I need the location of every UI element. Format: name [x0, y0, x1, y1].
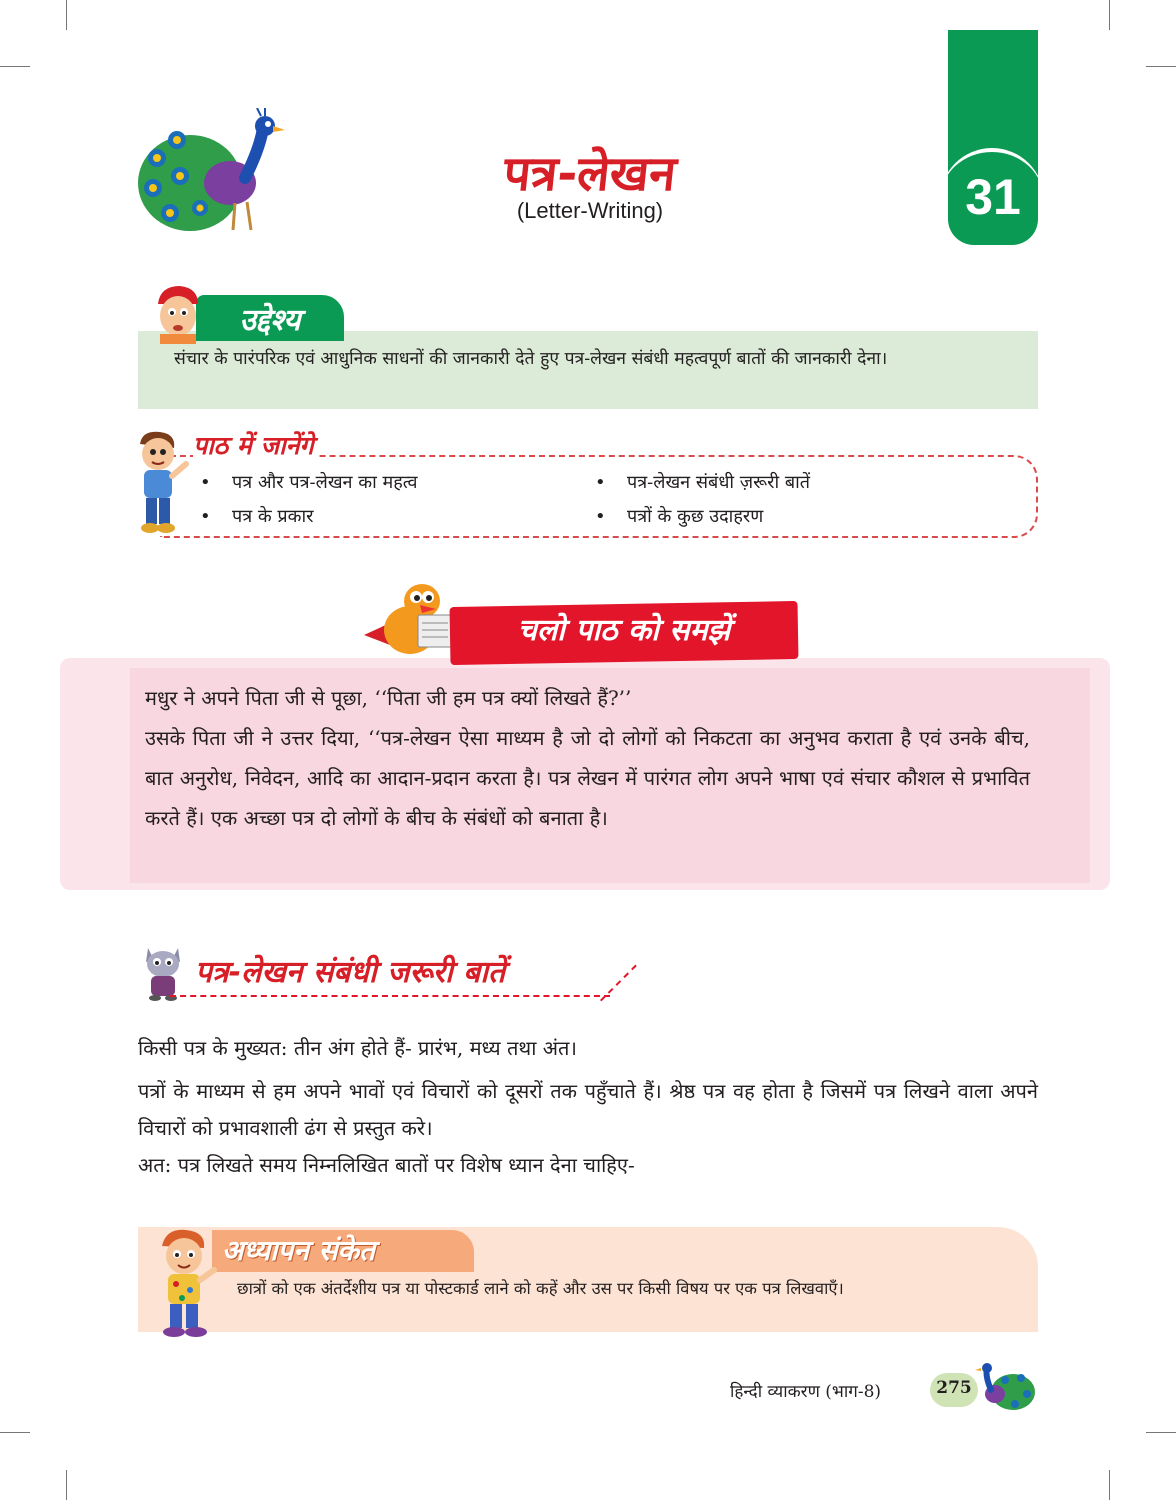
crop-mark	[66, 1470, 67, 1500]
story-text	[145, 678, 1030, 838]
section-title-underline	[170, 995, 610, 997]
topic-item-label: पत्र-लेखन संबंधी ज़रूरी बातें	[627, 472, 811, 493]
topic-item: • पत्र और पत्र-लेखन का महत्व	[200, 472, 418, 493]
story-paragraph: उसके पिता जी ने उत्तर दिया, ‘‘पत्र-लेखन ऐसा माध्यम है जो दो लोगों को निकटता का अनुभव कराता है एवं उनके बीच, बात अनुरोध, निवेदन, आदि का आदान-प्रदान करता है। पत्र लेखन में पारंगत लोग अपने भाषा एवं संचार कौशल से प्रभावित करते हैं। एक अच्छा पत्र दो लोगों के बीच के संबंधों को बनाता है।	[145, 726, 1030, 830]
footer-book-title: हिन्दी व्याकरण (भाग-8)	[730, 1382, 882, 1402]
story-paragraph: मधुर ने अपने पिता जी से पूछा, ‘‘पिता जी हम पत्र क्यों लिखते हैं?’’	[145, 686, 632, 710]
section-title-flourish	[600, 965, 637, 1002]
teaching-hint-label: अध्यापन संकेत	[222, 1234, 375, 1267]
peacock-icon	[135, 108, 295, 238]
crop-mark	[1109, 1470, 1110, 1500]
crop-mark	[0, 66, 30, 67]
crop-mark	[1109, 0, 1110, 30]
section-banner-title: चलो पाठ को समझें	[517, 613, 731, 648]
objective-text: संचार के पारंपरिक एवं आधुनिक साधनों की जानकारी देते हुए पत्र-लेखन संबंधी महत्वपूर्ण बातों की जानकारी देना।	[174, 349, 888, 369]
pointing-boy-icon	[128, 428, 190, 536]
boy-with-cap-icon	[150, 282, 206, 344]
body-paragraph: अत: पत्र लिखते समय निम्नलिखित बातों पर विशेष ध्यान देना चाहिए-	[138, 1153, 635, 1177]
topic-item: • पत्र-लेखन संबंधी ज़रूरी बातें	[595, 472, 811, 493]
topic-item-label: पत्र के प्रकार	[232, 506, 314, 527]
teaching-hint-text: छात्रों को एक अंतर्देशीय पत्र या पोस्टकार्ड लाने को कहें और उस पर किसी विषय पर एक पत्र लिखवाएँ।	[237, 1279, 844, 1298]
boy-waving-icon	[150, 1228, 222, 1340]
topic-item: • पत्रों के कुछ उदाहरण	[595, 506, 764, 527]
essentials-text	[138, 1030, 1038, 1184]
topic-item-label: पत्र और पत्र-लेखन का महत्व	[232, 472, 418, 493]
objective-label: उद्देश्य	[239, 303, 301, 338]
crop-mark	[0, 1432, 30, 1433]
crop-mark	[66, 0, 67, 30]
small-peacock-icon	[975, 1362, 1037, 1414]
crop-mark	[1146, 66, 1176, 67]
topic-item: • पत्र के प्रकार	[200, 506, 314, 527]
cat-icon	[138, 940, 190, 1002]
chapter-number: 31	[965, 169, 1021, 225]
section-title: पत्र-लेखन संबंधी जरूरी बातें	[195, 955, 506, 990]
crop-mark	[1146, 1432, 1176, 1433]
body-paragraph: पत्रों के माध्यम से हम अपने भावों एवं विचारों को दूसरों तक पहुँचाते हैं। श्रेष्ठ पत्र वह होता है जिसमें पत्र लिखने वाला अपने विचारों को प्रभावशाली ढंग से प्रस्तुत करे।	[138, 1079, 1038, 1140]
body-paragraph: किसी पत्र के मुख्यत: तीन अंग होते हैं- प्रारंभ, मध्य तथा अंत।	[138, 1036, 577, 1060]
topic-item-label: पत्रों के कुछ उदाहरण	[627, 506, 764, 527]
bird-with-newspaper-icon	[360, 575, 460, 665]
topics-title: पाठ में जानेंगे	[193, 428, 318, 462]
page-subtitle: (Letter-Writing)	[516, 198, 664, 223]
page-title: पत्र-लेखन	[500, 146, 679, 202]
page-number: 275	[936, 1378, 972, 1398]
